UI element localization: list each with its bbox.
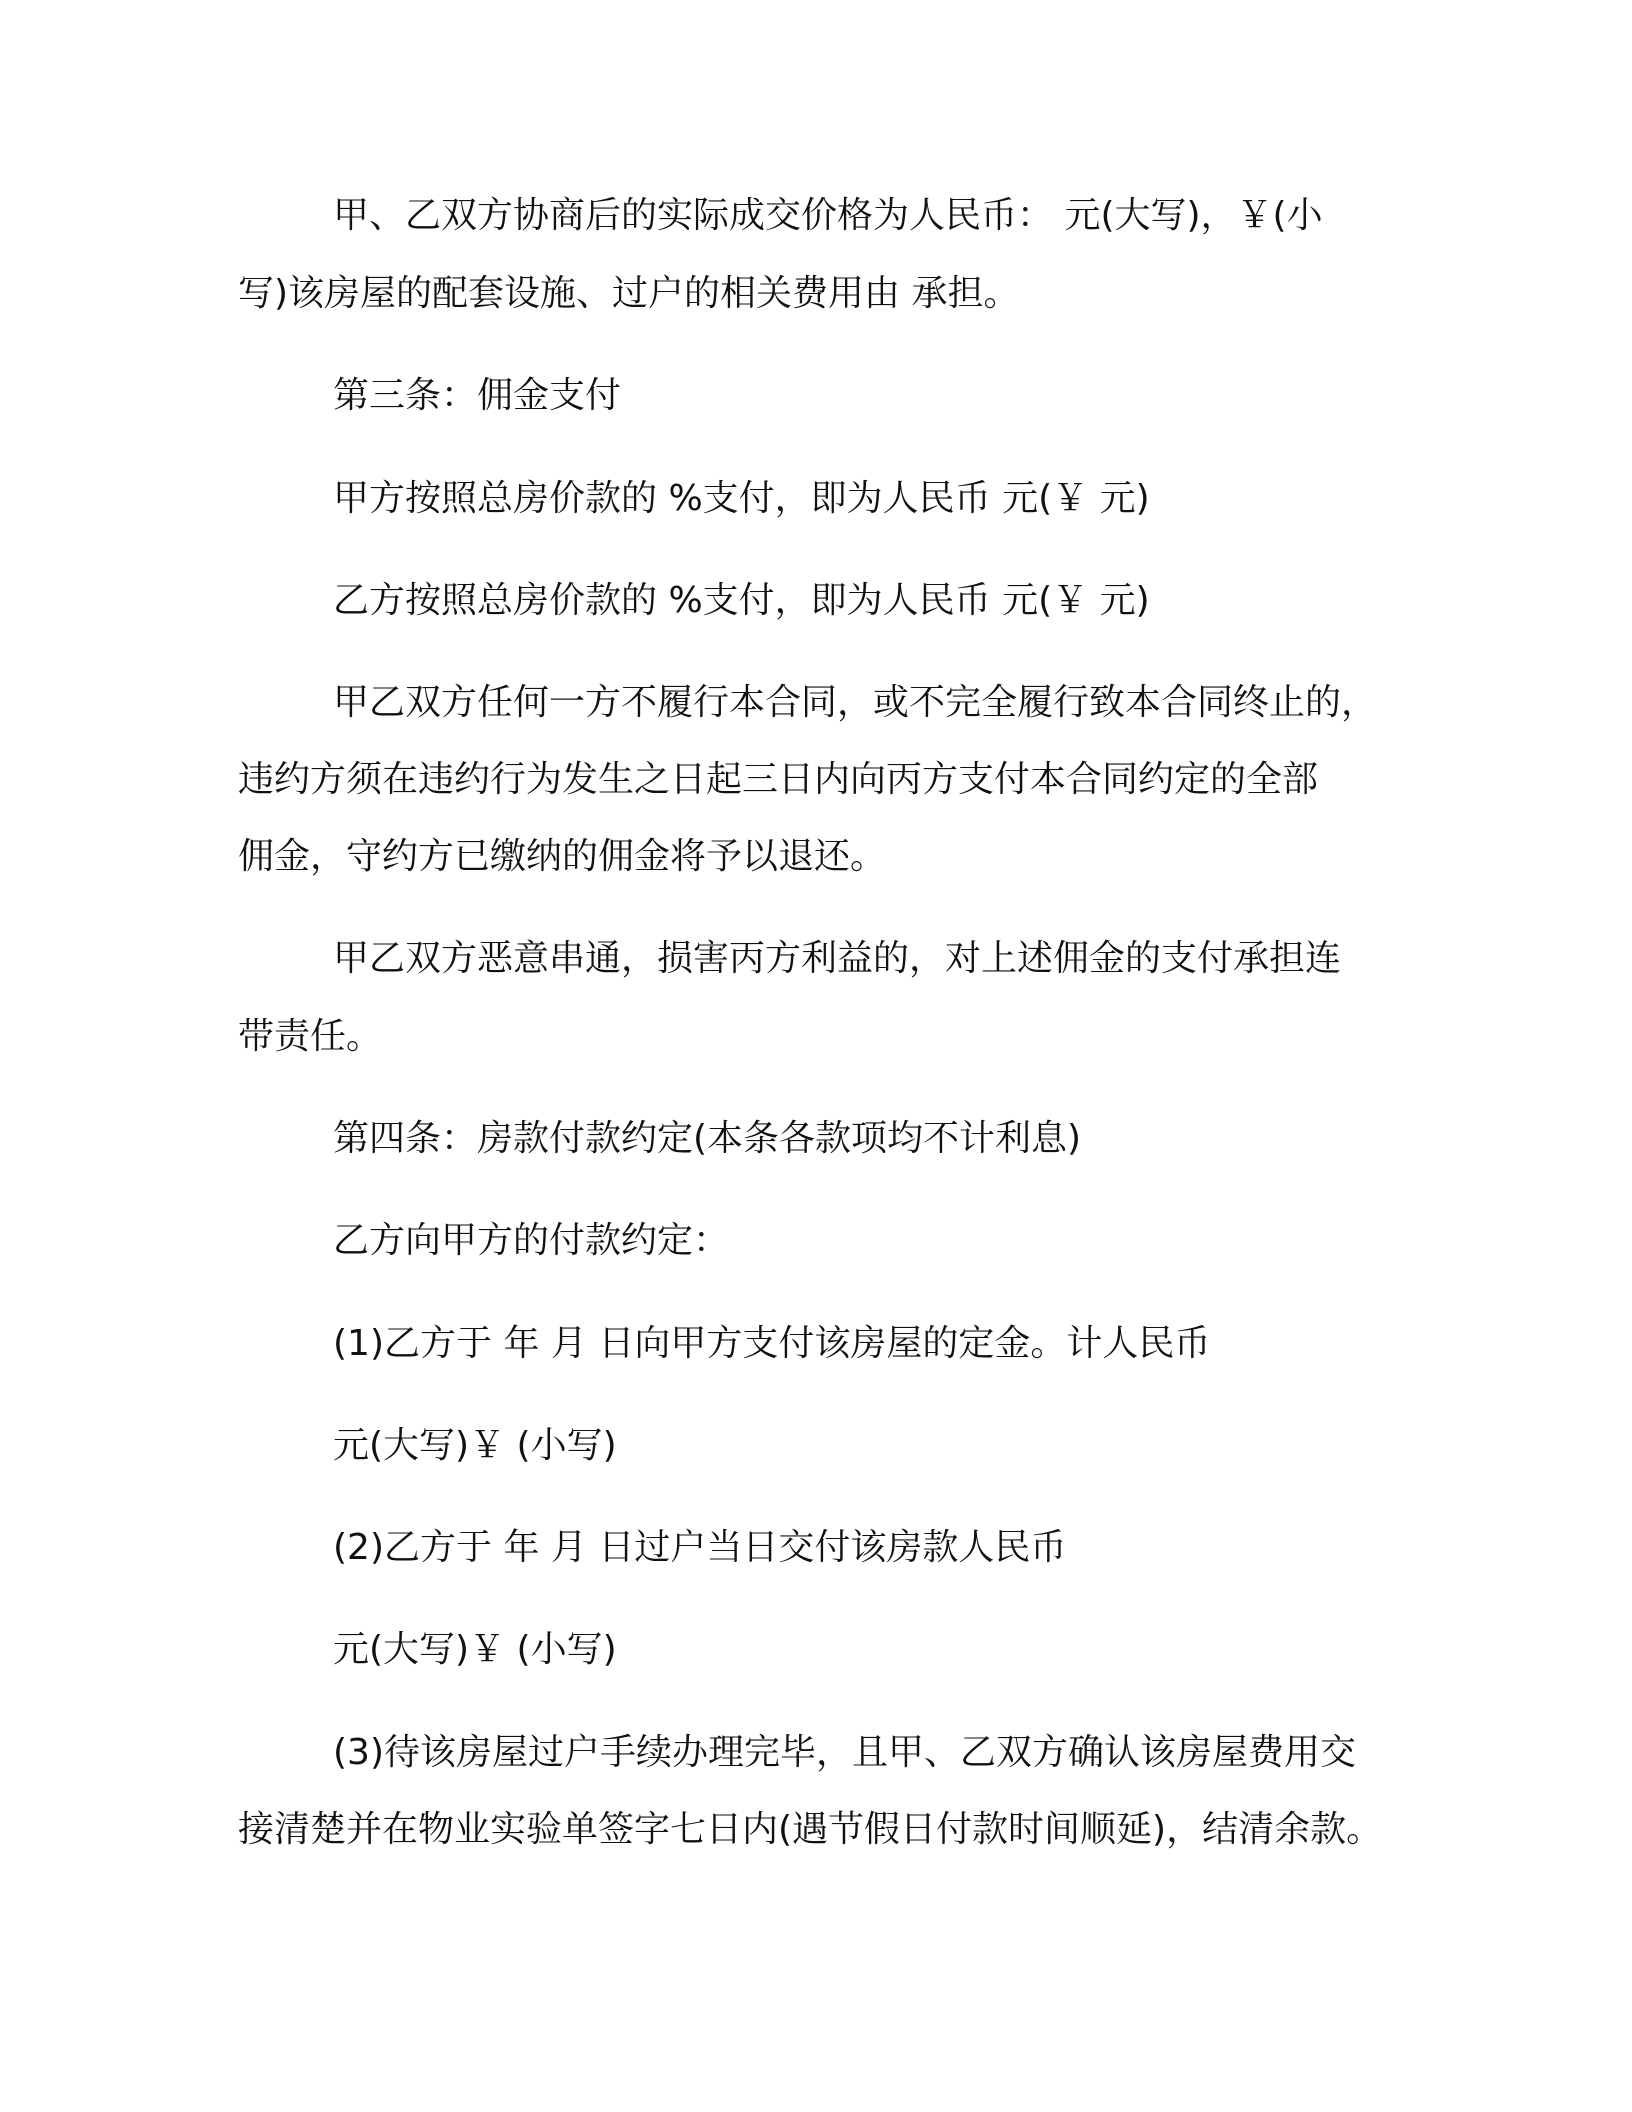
price-clause-line-2: 写)该房屋的配套设施、过户的相关费用由 承担。 [238,273,1020,314]
payment-item-3-line-1: (3)待该房屋过户手续办理完毕，且甲、乙双方确认该房屋费用交 [333,1732,1356,1773]
collusion-clause-line-2: 带责任。 [238,1016,383,1057]
article-4-heading: 第四条：房款付款约定(本条各款项均不计利息) [333,1118,1082,1159]
article-3-heading: 第三条：佣金支付 [333,375,622,416]
payment-agreement-heading: 乙方向甲方的付款约定： [333,1220,730,1261]
price-clause-line-1: 甲、乙双方协商后的实际成交价格为人民币： 元(大写)，￥(小 [333,195,1323,236]
payment-item-1-line-2: 元(大写)￥ (小写) [333,1425,617,1466]
payment-item-2-line-2: 元(大写)￥ (小写) [333,1629,617,1670]
payment-item-2-line-1: (2)乙方于 年 月 日过户当日交付该房款人民币 [333,1527,1067,1568]
payment-item-1-line-1: (1)乙方于 年 月 日向甲方支付该房屋的定金。计人民币 [333,1323,1211,1364]
breach-clause-line-1: 甲乙双方任何一方不履行本合同，或不完全履行致本合同终止的， [333,682,1378,723]
collusion-clause-line-1: 甲乙双方恶意串通，损害丙方利益的，对上述佣金的支付承担连 [333,938,1342,979]
breach-clause-line-2: 违约方须在违约行为发生之日起三日内向丙方支付本合同约定的全部 [238,759,1319,800]
payment-item-3-line-2: 接清楚并在物业实验单签字七日内(遇节假日付款时间顺延)，结清余款。 [238,1809,1383,1850]
party-b-commission-line: 乙方按照总房价款的 %支付，即为人民币 元(￥ 元) [333,580,1150,621]
breach-clause-line-3: 佣金，守约方已缴纳的佣金将予以退还。 [238,836,887,877]
party-a-commission-line: 甲方按照总房价款的 %支付，即为人民币 元(￥ 元) [333,478,1150,519]
